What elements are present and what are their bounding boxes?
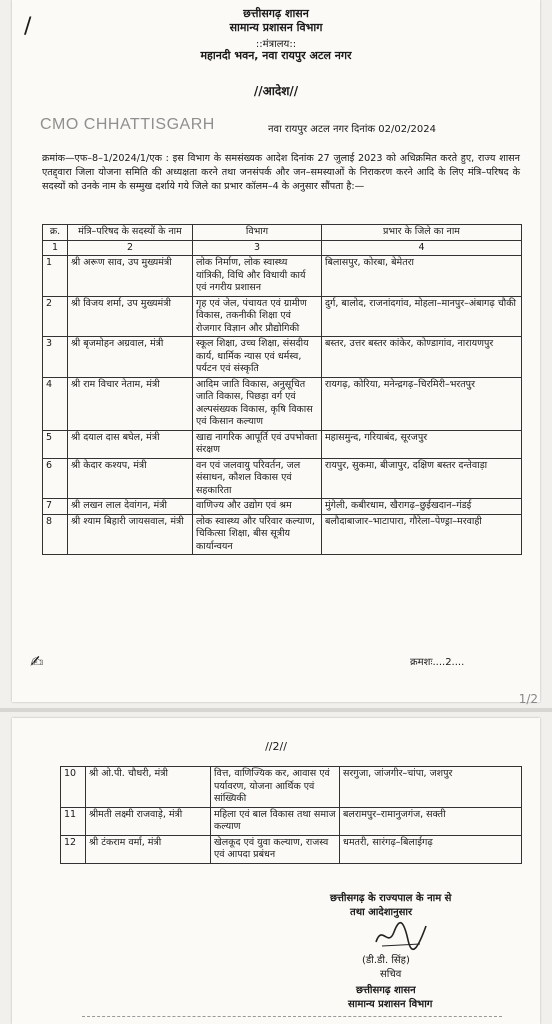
place-date: नवा रायपुर अटल नगर दिनांक 02/02/2024 (268, 124, 436, 135)
header-name: मंत्रि–परिषद के सदस्यों के नाम (68, 225, 193, 241)
minister-name: श्रीमती लक्ष्मी राजवाड़े, मंत्री (86, 807, 211, 835)
table-row (61, 767, 522, 808)
minister-name: श्री केदार कश्यप, मंत्री (68, 458, 193, 499)
minister-name: श्री बृजमोहन अग्रवाल, मंत्री (68, 337, 193, 378)
handwritten-signature (372, 918, 430, 952)
designation: सचिव (380, 969, 402, 980)
minister-name: श्री अरूण साव, उप मुख्यमंत्री (68, 256, 193, 297)
header-dept: विभाग (193, 225, 322, 241)
col-number: 2 (68, 240, 193, 256)
header-district: प्रभार के जिले का नाम (322, 225, 522, 241)
district: बस्तर, उत्तर बस्तर कांकेर, कोण्डागांव, नारायणपुर (322, 337, 522, 378)
department: वन एवं जलवायु परिवर्तन, जल संसाधन, कौशल विकास एवं सहकारिता (193, 458, 322, 499)
row-number: 8 (43, 514, 68, 555)
table-row (43, 514, 522, 555)
table-row (61, 835, 522, 863)
district: महासमुन्द, गरियाबंद, सूरजपुर (322, 430, 522, 458)
govt-header: छत्तीसगढ़ शासन (243, 7, 309, 20)
table-row (43, 296, 522, 337)
address-header: महानदी भवन, नवा रायपुर अटल नगर (200, 49, 352, 62)
header-sno: क्र. (43, 225, 68, 241)
table-row (61, 807, 522, 835)
department: आदिम जाति विकास, अनुसूचित जाति विकास, पिछड़ा वर्ग एवं अल्पसंख्यक विकास, कृषि विकास एवं किसान कल्याण (193, 377, 322, 430)
table-row (43, 499, 522, 515)
department-header: सामान्य प्रशासन विभाग (229, 21, 323, 34)
allocation-table-continued (60, 766, 522, 864)
watermark-text: CMO CHHATTISGARH (40, 116, 215, 133)
district: बिलासपुर, कोरबा, बेमेतरा (322, 256, 522, 297)
document-page-1 (12, 0, 540, 702)
department: लोक निर्माण, लोक स्वास्थ्य यांत्रिकी, विधि और विधायी कार्य एवं नगरीय प्रशासन (193, 256, 322, 297)
col-number: 1 (43, 240, 68, 256)
department: वित्त, वाणिज्यिक कर, आवास एवं पर्यावरण, योजना आर्थिक एवं सांख्यिकी (211, 767, 340, 808)
document-page-2 (12, 718, 540, 1024)
pen-mark: / (24, 14, 32, 39)
authority-line-1: छत्तीसगढ़ के राज्यपाल के नाम से (330, 893, 452, 904)
row-number: 2 (43, 296, 68, 337)
minister-name: श्री लखन लाल देवांगन, मंत्री (68, 499, 193, 515)
department: गृह एवं जेल, पंचायत एवं ग्रामीण विकास, तकनीकी शिक्षा एवं रोजगार विज्ञान और प्रौद्योगिकी (193, 296, 322, 337)
district: धमतरी, सारंगढ़–बिलाईगढ़ (340, 835, 522, 863)
department: वाणिज्य और उद्योग एवं श्रम (193, 499, 322, 515)
minister-name: श्री श्याम बिहारी जायसवाल, मंत्री (68, 514, 193, 555)
order-title: //आदेश// (253, 84, 299, 98)
table-row (43, 337, 522, 378)
district: सरगुजा, जांजगीर–चांपा, जशपुर (340, 767, 522, 808)
col-number: 4 (322, 240, 522, 256)
column-number-row (43, 240, 522, 256)
district: बलौदाबाजार–भाटापारा, गौरेला–पेण्ड्रा–मरवाही (322, 514, 522, 555)
authority-line-2: तथा आदेशानुसार (350, 907, 413, 918)
table-header-row (43, 225, 522, 241)
cut-off-text-edge (82, 1016, 502, 1023)
table-row (43, 458, 522, 499)
district: रायपुर, सुकमा, बीजापुर, दक्षिण बस्तर दन्तेवाड़ा (322, 458, 522, 499)
ministry-header: ::मंत्रालय:: (255, 39, 297, 50)
office-line-1: छत्तीसगढ़ शासन (356, 985, 416, 996)
row-number: 3 (43, 337, 68, 378)
reference-paragraph: क्रमांक—एफ–8–1/2024/1/एक : इस विभाग के समसंख्यक आदेश दिनांक 27 जुलाई 2023 को अधिक्रमित करते हुए, राज्य शासन एतद्द्वारा जिला योजना समिति की अध्यक्षता करने तथा जनसंपर्क और जन–समस्याओं के निराकरण करने आदि के लिए मंत्रि–परिषद के सदस्यों को उनके नाम के सम्मुख दर्शाये गये जिले का प्रभार कॉलम–4 के अनुसार सौंपता है:— (42, 153, 520, 192)
department: स्कूल शिक्षा, उच्च शिक्षा, संसदीय कार्य, धार्मिक न्यास एवं धर्मस्व, पर्यटन एवं संस्कृति (193, 337, 322, 378)
col-number: 3 (193, 240, 322, 256)
row-number: 6 (43, 458, 68, 499)
row-number: 1 (43, 256, 68, 297)
page-indicator: 1/2 (518, 692, 538, 706)
minister-name: श्री दयाल दास बघेल, मंत्री (68, 430, 193, 458)
department: खेलकूद एवं युवा कल्याण, राजस्व एवं आपदा प्रबंधन (211, 835, 340, 863)
page2-header: //2// (265, 740, 287, 753)
row-number: 7 (43, 499, 68, 515)
department: खाद्य नागरिक आपूर्ति एवं उपभोक्ता संरक्षण (193, 430, 322, 458)
row-number: 12 (61, 835, 86, 863)
row-number: 5 (43, 430, 68, 458)
table-row (43, 256, 522, 297)
row-number: 11 (61, 807, 86, 835)
district: बलरामपुर–रामानुजगंज, सक्ती (340, 807, 522, 835)
minister-name: श्री टंकराम वर्मा, मंत्री (86, 835, 211, 863)
district: रायगढ़, कोरिया, मनेन्द्रगढ़–चिरमिरी–भरतपुर (322, 377, 522, 430)
allocation-table (42, 224, 522, 555)
table-row (43, 377, 522, 430)
district: मुंगेली, कबीरधाम, खैरागढ़–छुईखदान–गंडई (322, 499, 522, 515)
signatory-name: (डी.डी. सिंह) (362, 955, 410, 966)
minister-name: श्री ओ.पी. चौधरी, मंत्री (86, 767, 211, 808)
initial-mark: ✍ (30, 652, 44, 671)
minister-name: श्री राम विचार नेताम, मंत्री (68, 377, 193, 430)
continued-note: क्रमशः....2.... (410, 657, 465, 668)
row-number: 4 (43, 377, 68, 430)
district: दुर्ग, बालोद, राजनांदगांव, मोहला–मानपुर–अंबागढ़ चौकी (322, 296, 522, 337)
table-row (43, 430, 522, 458)
row-number: 10 (61, 767, 86, 808)
department: महिला एवं बाल विकास तथा समाज कल्याण (211, 807, 340, 835)
page-divider (0, 708, 552, 712)
office-line-2: सामान्य प्रशासन विभाग (348, 999, 433, 1010)
department: लोक स्वास्थ्य और परिवार कल्याण, चिकित्सा शिक्षा, बीस सूत्रीय कार्यान्वयन (193, 514, 322, 555)
minister-name: श्री विजय शर्मा, उप मुख्यमंत्री (68, 296, 193, 337)
